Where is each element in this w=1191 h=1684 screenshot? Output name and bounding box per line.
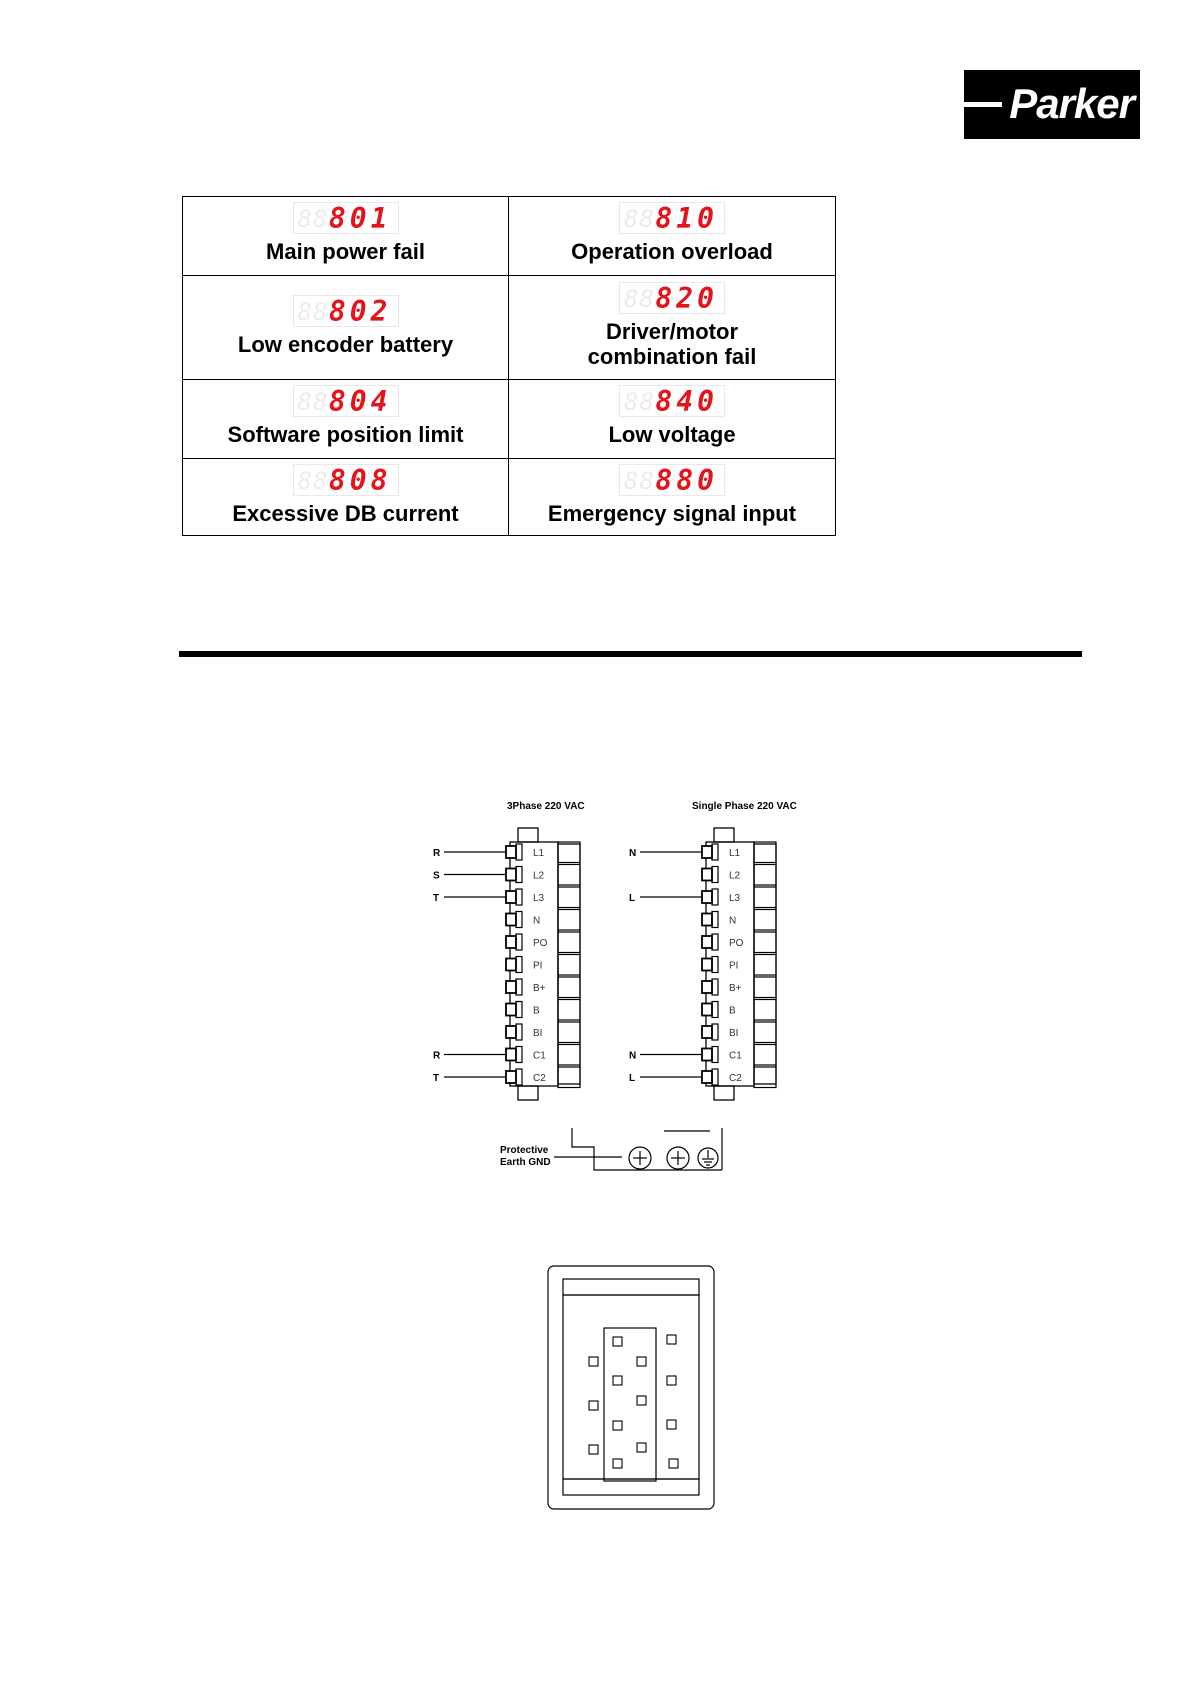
warning-cell-w01 [183,197,508,275]
terminal-clamp [516,1047,522,1063]
terminal-slot [558,842,580,863]
terminal-screw [506,869,516,881]
terminal-clamp [712,1002,718,1018]
terminal-slot [754,1000,776,1021]
terminal-slot [558,865,580,886]
terminal-clamp [712,1024,718,1040]
terminal-screw [702,936,712,948]
terminal-slot [754,887,776,908]
terminal-screw [702,1071,712,1083]
terminal-slot [558,887,580,908]
seven-segment-display: 88 820 [619,282,725,314]
terminal-clamp [516,1024,522,1040]
terminal-clamp [712,889,718,905]
input-label: R [433,848,441,859]
earth-label-line1: Protective [500,1145,549,1156]
terminal-screw [506,959,516,971]
terminal-screw [702,846,712,858]
terminal-label-l1: L1 [729,848,741,859]
warning-label: Operation overload [571,239,773,264]
input-label: T [433,893,440,904]
warning-cell-w02 [183,276,508,379]
earth-label-line2: Earth GND [500,1157,551,1168]
terminal-label-c1: C1 [729,1050,742,1062]
terminal-slot [754,1022,776,1043]
warning-cell-w08 [183,459,508,535]
pin-holes [589,1335,678,1468]
input-label: N [629,1050,637,1062]
input-label: L [629,893,636,904]
terminal-slot [754,1045,776,1066]
warning-cell-w10 [509,197,835,275]
terminal-screw [702,1049,712,1061]
terminal-label-c2: C2 [729,1073,742,1084]
terminal-screw [506,936,516,948]
input-label: R [433,1050,441,1062]
right-terminal-rows [629,842,776,1088]
terminal-clamp [712,934,718,950]
title-single-phase: Single Phase 220 VAC [692,801,797,812]
parker-logo [964,70,1140,139]
terminal-clamp [712,957,718,973]
seven-segment-display: 88 808 [293,464,399,496]
terminal-slot [558,955,580,976]
terminal-clamp [712,1047,718,1063]
terminal-label-n: N [533,915,541,927]
input-label: S [433,870,440,882]
terminal-label-l2: L2 [729,870,741,882]
warning-table [182,196,836,536]
terminal-screw [702,914,712,926]
terminal-clamp [516,957,522,973]
terminal-slot [754,842,776,863]
terminal-clamp [516,934,522,950]
terminal-screw [506,914,516,926]
terminal-slot [754,910,776,931]
warning-label: Emergency signal input [547,501,797,526]
terminal-screw [702,891,712,903]
terminal-clamp [516,867,522,883]
terminal-clamp [516,1002,522,1018]
terminal-slot [558,1045,580,1066]
terminal-slot [558,932,580,953]
warning-cell-w40 [509,380,835,458]
earth-terminal [554,1128,722,1170]
warning-cell-w80 [509,459,835,535]
terminal-label-bi: BI [729,1028,739,1039]
seven-segment-display: 88 801 [293,202,399,234]
left-terminal-rows [433,842,580,1088]
warning-cell-w04 [183,380,508,458]
section-rule [179,651,1082,657]
terminal-slot [754,932,776,953]
terminal-slot [754,977,776,998]
seven-segment-display: 88 880 [619,464,725,496]
terminal-label-po: PO [533,938,548,949]
terminal-label-po: PO [729,938,744,949]
terminal-screw [506,1026,516,1038]
terminal-label-b: B [533,1005,540,1017]
warning-label: Low voltage [608,422,736,447]
terminal-label-c1: C1 [533,1050,546,1062]
seven-segment-display: 88 840 [619,385,725,417]
input-label: L [629,1073,636,1084]
warning-label: Main power fail [266,239,425,264]
terminal-clamp [712,867,718,883]
terminal-screw [506,846,516,858]
terminal-slot [558,1022,580,1043]
terminal-screw [702,1026,712,1038]
terminal-clamp [712,1069,718,1085]
power-wiring-diagram [430,792,820,1182]
input-label: N [629,848,637,859]
seven-segment-display: 88 810 [619,202,725,234]
title-3phase: 3Phase 220 VAC [507,801,585,812]
terminal-label-c2: C2 [533,1073,546,1084]
warning-label: Software position limit [227,422,464,447]
terminal-clamp [712,844,718,860]
terminal-label-l2: L2 [533,870,545,882]
terminal-clamp [712,979,718,995]
terminal-screw [506,891,516,903]
terminal-label-l1: L1 [533,848,545,859]
connector-pin-diagram [547,1265,715,1510]
terminal-label-l3: L3 [533,893,545,904]
terminal-label-b: B [729,1005,736,1017]
warning-cell-w20 [509,276,835,379]
terminal-clamp [516,844,522,860]
warning-label: Low encoder battery [237,332,454,357]
terminal-slot [558,910,580,931]
terminal-screw [702,981,712,993]
terminal-screw [702,1004,712,1016]
warning-label: Excessive DB current [232,501,459,526]
terminal-label-pi: PI [533,960,543,972]
terminal-clamp [516,979,522,995]
warning-label: Driver/motor combination fail [587,319,757,369]
logo-dash [964,102,1002,107]
terminal-slot [754,865,776,886]
seven-segment-display: 88 802 [293,295,399,327]
terminal-label-bi: BI [533,1028,543,1039]
logo-text: Parker [1009,80,1134,127]
terminal-clamp [516,1069,522,1085]
seven-segment-display: 88 804 [293,385,399,417]
terminal-slot [558,977,580,998]
terminal-screw [506,1071,516,1083]
terminal-clamp [516,912,522,928]
terminal-label-pi: PI [729,960,739,972]
terminal-clamp [712,912,718,928]
terminal-screw [506,1004,516,1016]
terminal-screw [506,981,516,993]
terminal-label-n: N [729,915,737,927]
input-label: T [433,1073,440,1084]
terminal-screw [506,1049,516,1061]
terminal-label-bplus: B+ [729,983,742,994]
terminal-slot [558,1000,580,1021]
terminal-label-bplus: B+ [533,983,546,994]
terminal-label-l3: L3 [729,893,741,904]
terminal-screw [702,869,712,881]
terminal-screw [702,959,712,971]
terminal-slot [754,955,776,976]
terminal-clamp [516,889,522,905]
